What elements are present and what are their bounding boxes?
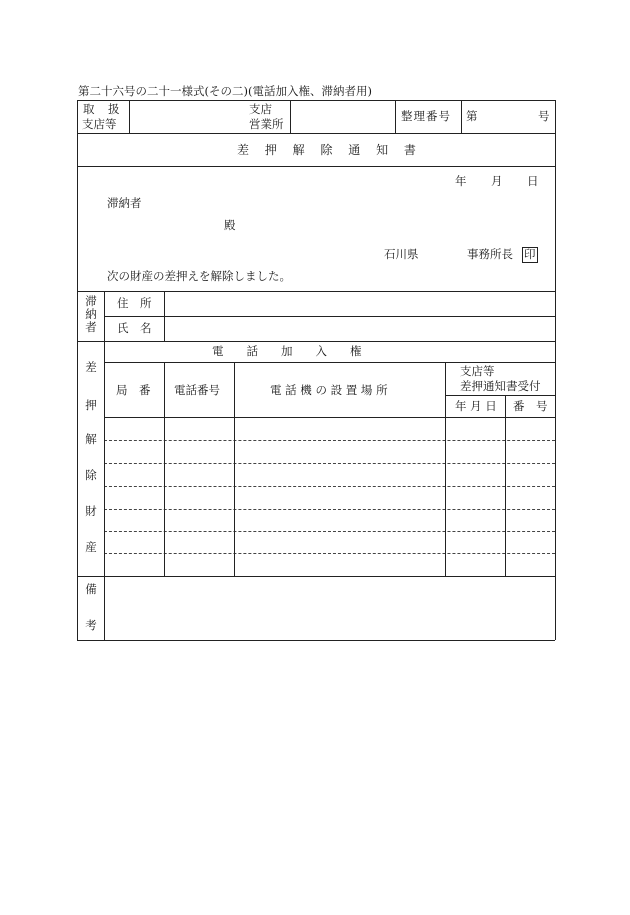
property-label-char-1: 差 [85,360,97,374]
rule-address-bottom [104,316,555,317]
rule-notice-bottom [77,291,555,292]
rule-property-v3 [234,362,235,576]
property-label-char-2: 押 [85,398,97,412]
rule-bottom [77,640,555,641]
address-label: 住 所 [117,296,152,310]
col-branch-header-line1: 支店等 [460,364,495,378]
delinquent-label: 滞納者 [107,196,142,210]
row-divider [104,531,555,532]
rule-top [77,100,555,101]
property-label-char-3: 解 [85,432,97,446]
rule-branch-split [445,395,555,396]
rule-property-bottom [77,576,555,577]
date-month-label: 月 [491,174,503,188]
form-caption: 第二十六号の二十一様式(その二)(電話加入権、滞納者用) [78,84,372,98]
rule-property-v1 [104,341,105,640]
row-divider [104,440,555,441]
rule-party-v1 [104,291,105,341]
property-label-char-6: 産 [85,540,97,554]
rule-party-v2 [164,291,165,341]
name-label: 氏 名 [117,321,152,335]
honorific-label: 殿 [224,218,236,232]
row-divider [104,553,555,554]
phone-rights-header: 電 話 加 入 権 [212,344,362,358]
date-year-label: 年 [455,174,467,188]
date-day-label: 日 [527,174,539,188]
reference-dai: 第 [466,109,478,123]
rule-column-header-bottom [104,417,555,418]
col-receipt-date-header: 年 月 日 [455,399,497,413]
rule-header-v3 [395,100,396,133]
form-title: 差 押 解 除 通 知 書 [237,143,422,157]
rule-party-bottom [77,341,555,342]
sales-office-label: 営業所 [249,117,284,131]
rule-property-v4 [445,362,446,576]
party-label-char-3: 者 [85,320,97,334]
rule-header-v1 [129,100,130,133]
party-label-char-2: 納 [85,307,97,321]
rule-header-bottom [77,133,555,134]
rule-property-v5 [505,395,506,576]
reference-number-label: 整理番号 [401,109,451,123]
row-divider [104,486,555,487]
release-statement: 次の財産の差押えを解除しました。 [107,269,291,283]
handling-label-line1: 取 扱 [83,102,121,116]
rule-title-bottom [77,166,555,167]
col-location-header: 電 話 機 の 設 置 場 所 [270,383,388,397]
row-divider [104,509,555,510]
rule-header-v2 [290,100,291,133]
office-head-label: 事務所長 [467,247,513,261]
seal-mark: 印 [524,247,536,261]
reference-go: 号 [538,109,550,123]
col-receipt-number-header: 番 号 [513,399,548,413]
property-label-char-4: 除 [85,468,97,482]
prefecture-label: 石川県 [384,247,419,261]
row-divider [104,463,555,464]
rule-phone-header-bottom [104,362,555,363]
col-phone-number-header: 電話番号 [174,383,220,397]
branch-label: 支店 [249,102,272,116]
outer-border-right [555,100,556,640]
remarks-label-char-1: 備 [85,582,97,596]
handling-label-line2: 支店等 [82,117,117,131]
rule-property-v2 [164,362,165,576]
remarks-label-char-2: 考 [85,618,97,632]
col-branch-header-line2: 差押通知書受付 [460,379,541,393]
col-exchange-header: 局 番 [116,383,151,397]
property-label-char-5: 財 [85,504,97,518]
party-label-char-1: 滞 [85,294,97,308]
rule-header-v4 [461,100,462,133]
outer-border-left [77,100,78,640]
